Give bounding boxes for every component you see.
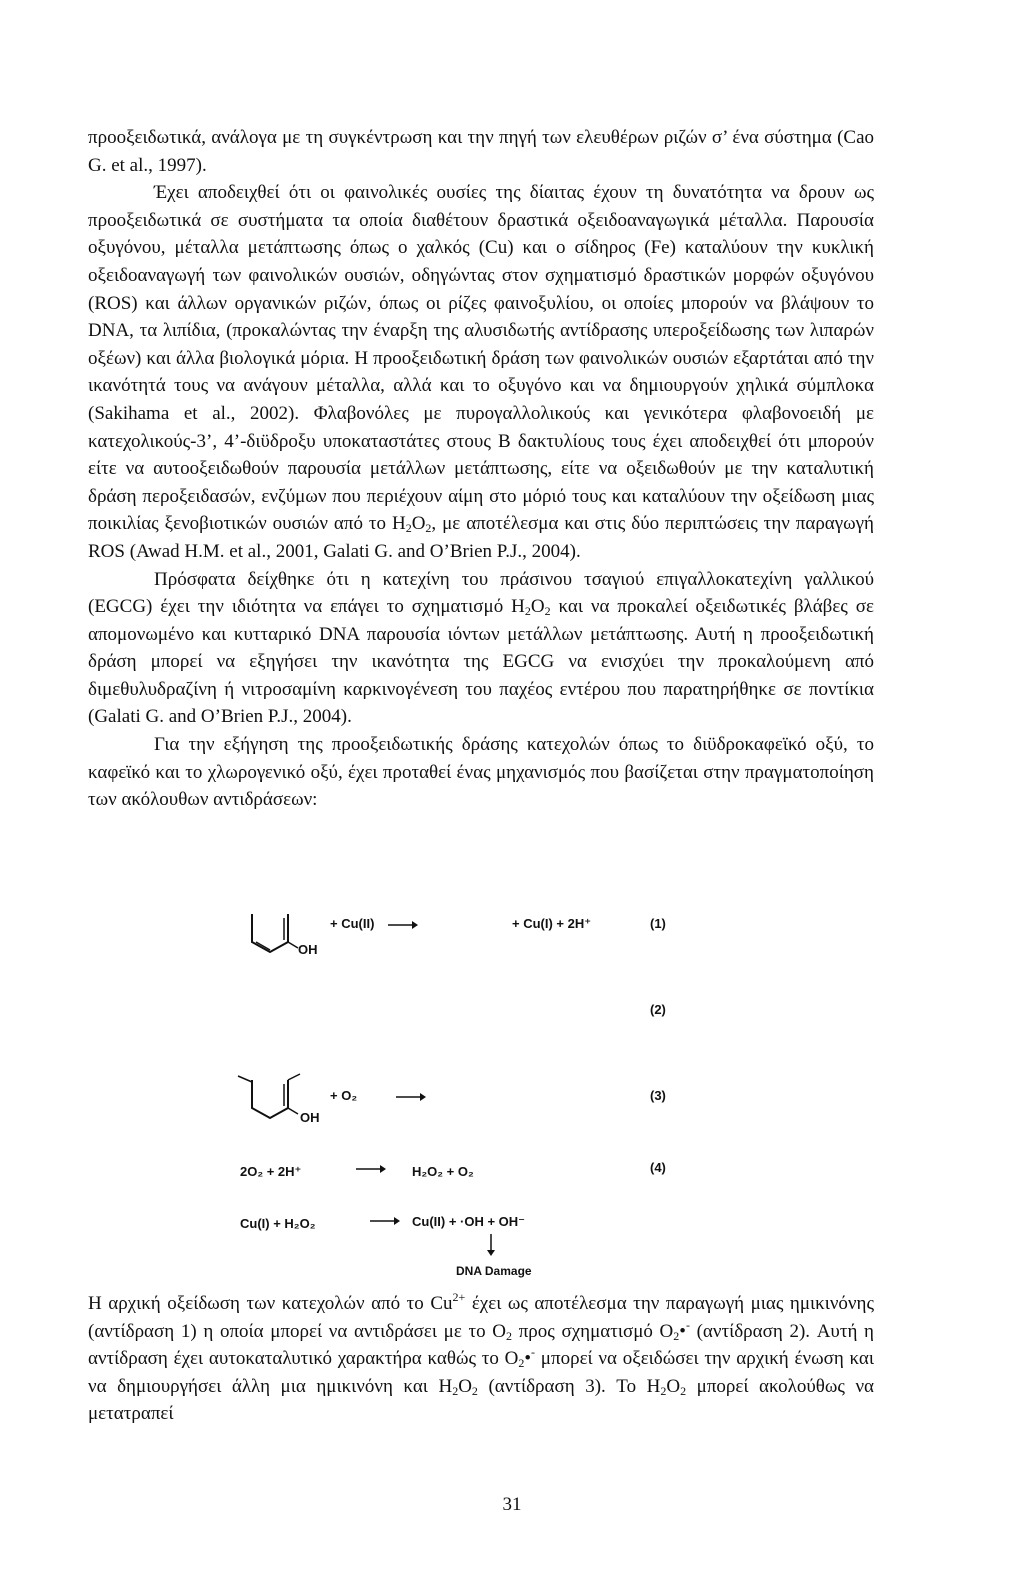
text-segment: και να προκαλεί οξειδωτικές βλάβες σε απομονωμένο και κυτταρικό DNA παρουσία ιόντων μετάλλων μετάπτωσης. Αυτή η προοξειδωτική δράση μπορεί να εξηγήσει την ικανότητα της EGCG να ενισχύει την προκαλούμενη από διμεθυλυδραζίνη ή νιτροσαμίνη καρκινογένεση του παχέος εντέρου που παρατηρήθηκε σε ποντίκια (Galati G. and O’Brien P.J., 2004). [88, 596, 874, 728]
text-segment: μπορεί να οξειδώσει την αρχική ένωση και να δημιουργήσει άλλη μια ημικινόνη και H [88, 1348, 874, 1397]
text-segment: έχει ως αποτέλεσμα την παραγωγή μιας ημικινόνης (αντίδραση 1) η οποία μπορεί να αντιδράσει με το O [88, 1293, 874, 1342]
r4-reactant: 2O₂ + 2H⁺ [240, 1164, 302, 1179]
r3-arrow-icon [396, 1092, 426, 1102]
text-segment: 2+ [452, 1290, 466, 1304]
r4-arrow-icon [356, 1164, 386, 1174]
text-segment: 2 [524, 604, 531, 619]
text-segment: 2 [673, 1328, 680, 1343]
r1-reactant: + Cu(II) [330, 916, 375, 931]
text-segment: Έχει αποδειχθεί ότι οι φαινολικές ουσίες της δίαιτας έχουν τη δυνατότητα να δρουν ως προοξειδωτικά σε συστήματα τα οποία διαθέτουν δραστικά οξειδοαναγωγικά μέταλλα. Παρουσία οξυγόνου, μέταλλα μετάπτωσης όπως ο χαλκός (Cu) και ο σίδηρος (Fe) καταλύουν την κυκλική οξειδοαναγωγή των φαινολικών ουσιών, οδηγώντας στον σχηματισμό δραστικών μορφών οξυγόνου (ROS) και άλλων οργανικών ριζών, όπως οι ρίζες φαινοξυλίου, οι οποίες μπορούν να βλάψουν το DNA, τα λιπίδια, (προκαλώντας την έναρξη της αλυσιδωτής αντίδρασης υπεροξείδωσης των λιπαρών οξέων) και άλλα βιολογικά μόρια. Η προοξειδωτική δράση των φαινολικών ουσιών εξαρτάται από την ικανότητά τους να ανάγουν μέταλλα, αλλά και το οξυγόνο και να δημιουργούν χηλικά σύμπλοκα (Sakihama et al., 2002). Φλαβονόλες με πυρογαλλολικούς και γενικότερα φλαβονοειδή με κατεχολικούς-3’, 4’-διϋδροξυ υποκαταστάτες στους B δακτυλίους τους έχει αποδειχθεί ότι μπορούν είτε να αυτοοξειδωθούν παρουσία μετάλλων μετάπτωσης, είτε να οξειδωθούν με την καταλυτική δράση περοξειδασών, ενζύμων που περιέχουν αίμη στο μόριό τους και καταλύουν την οξείδωση μιας ποικιλίας ξενοβιοτικών ουσιών από το H [88, 182, 874, 535]
text-segment: O [411, 513, 426, 535]
text-segment: προς σχηματισμό O [512, 1320, 674, 1342]
text-segment: 2 [506, 1328, 513, 1343]
paragraph-p1 [88, 124, 874, 179]
r3-number: (3) [650, 1088, 666, 1103]
r1-product: + Cu(I) + 2H⁺ [512, 916, 592, 931]
text-segment: - [685, 1317, 690, 1332]
r5-arrow-icon [370, 1216, 400, 1226]
text-segment: O [530, 596, 545, 618]
r3-reactant: + O₂ [330, 1088, 358, 1103]
text-segment: προοξειδωτικά, ανάλογα με τη συγκέντρωση και την πηγή των ελευθέρων ριζών σ’ ένα σύστημα (Cao G. et al., 1997). [88, 127, 874, 176]
text-segment: , με αποτέλεσμα και στις δύο περιπτώσεις την παραγωγή ROS (Awad H.M. et al., 2001, Galati G. and O’Brien P.J., 2004). [88, 513, 874, 562]
r4-product: H₂O₂ + O₂ [412, 1164, 474, 1179]
r1-arrow-icon [388, 920, 418, 930]
text-segment: (αντίδραση 3). Το H [477, 1375, 661, 1397]
paragraph-p2 [88, 179, 874, 565]
r4-number: (4) [650, 1160, 666, 1175]
r2-number: (2) [650, 1002, 666, 1017]
text-segment: Πρόσφατα δείχθηκε ότι η κατεχίνη του πράσινου τσαγιού επιγαλλοκατεχίνη γαλλικού (EGCG) έχει την ιδιότητα να επάγει το σχηματισμό H [88, 568, 874, 618]
text-segment: 2 [544, 604, 551, 619]
r1-oh: OH [298, 942, 318, 957]
text-segment: μπορεί ακολούθως να μετατραπεί [88, 1375, 874, 1425]
paragraph-p3 [88, 566, 874, 732]
text-segment: O [458, 1375, 472, 1397]
text-segment: O [666, 1375, 681, 1397]
text-segment: • [524, 1348, 532, 1370]
body-text-top [88, 124, 874, 814]
r5-reactant: Cu(I) + H₂O₂ [240, 1216, 316, 1231]
text-segment: 2 [405, 521, 412, 536]
text-segment: 2 [660, 1383, 667, 1398]
text-segment: 2 [518, 1356, 525, 1371]
r3-oh: OH [300, 1110, 320, 1125]
text-segment: - [531, 1345, 536, 1360]
text-segment: 2 [452, 1383, 459, 1398]
page-number: 31 [502, 1494, 522, 1515]
text-segment: (αντίδραση 2). Αυτή η αντίδραση έχει αυτοκαταλυτικό χαρακτήρα καθώς το O [88, 1320, 874, 1370]
down-arrow-icon [486, 1234, 496, 1256]
text-segment: 2 [425, 521, 432, 536]
dna-damage-label: DNA Damage [456, 1264, 532, 1278]
text-segment: • [679, 1320, 686, 1342]
r1-number: (1) [650, 916, 666, 931]
semiquinone-structure-icon [236, 1072, 306, 1128]
text-segment: Για την εξήγηση της προοξειδωτικής δράσης κατεχολών όπως το διϋδροκαφεϊκό οξύ, το καφεϊκό και το χλωρογενικό οξύ, έχει προταθεί ένας μηχανισμός που βασίζεται στην πραγματοποίηση των ακόλουθων αντιδράσεων: [88, 734, 874, 811]
text-segment: Η αρχική οξείδωση των κατεχολών από το Cu [88, 1293, 453, 1314]
body-text-bottom [88, 1290, 874, 1428]
text-segment: 2 [680, 1383, 687, 1398]
paragraph-p5 [88, 1290, 874, 1428]
paragraph-p4 [88, 731, 874, 814]
text-segment: 2 [471, 1383, 478, 1398]
r5-product: Cu(II) + ·OH + OH⁻ [412, 1214, 526, 1229]
